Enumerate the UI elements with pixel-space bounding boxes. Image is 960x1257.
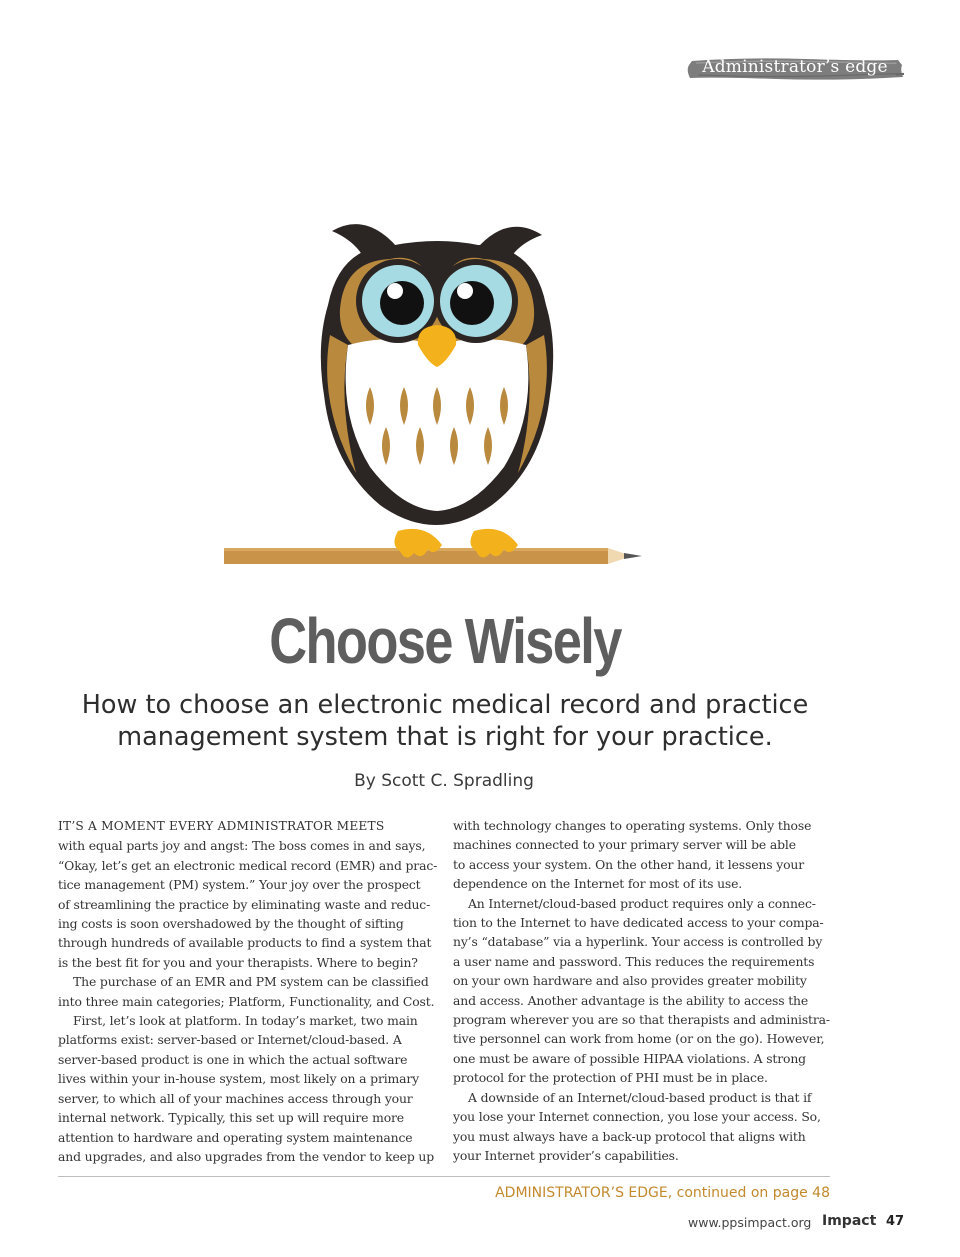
- body-line: First, let’s look at platform. In today’s market, two main: [73, 1013, 418, 1029]
- body-line: The purchase of an EMR and PM system can be classified: [73, 974, 429, 990]
- body-line: server-based product is one in which the actual software: [58, 1051, 408, 1067]
- subtitle-line: How to choose an electronic medical record and practice: [81, 690, 809, 720]
- body-line: you lose your Internet connection, you lose your access. So,: [453, 1109, 821, 1125]
- body-line: server, to which all of your machines access through your: [58, 1090, 413, 1106]
- body-line: tion to the Internet to have dedicated access to your compa-: [453, 915, 824, 931]
- byline: By Scott C. Spradling: [354, 771, 534, 791]
- body-line: you must always have a back-up protocol that aligns with: [453, 1128, 806, 1144]
- footer-rule: [58, 1176, 830, 1177]
- body-line: An Internet/cloud-based product requires only a connec-: [468, 895, 816, 911]
- section-tag: [686, 56, 904, 82]
- footer-url[interactable]: www.ppsimpact.org: [688, 1215, 812, 1230]
- lead-caps: IT’S A MOMENT EVERY ADMINISTRATOR MEETS: [58, 819, 385, 833]
- body-line: with technology changes to operating systems. Only those: [453, 818, 812, 833]
- subtitle-line: management system that is right for your practice.: [117, 722, 773, 752]
- right-column: [453, 816, 833, 1165]
- body-line: a user name and password. This reduces the requirements: [453, 953, 815, 969]
- owl-illustration: [220, 205, 650, 575]
- body-line: of streamlining the practice by eliminating waste and reduc-: [58, 896, 431, 912]
- body-line: internal network. Typically, this set up will require more: [58, 1110, 404, 1126]
- body-line: is the best fit for you and your therapists. Where to begin?: [58, 954, 418, 970]
- body-line: and upgrades, and also upgrades from the vendor to keep up: [58, 1148, 435, 1164]
- page-number: 47: [886, 1214, 905, 1229]
- body-line: your Internet provider’s capabilities.: [453, 1147, 679, 1163]
- continued-link[interactable]: ADMINISTRATOR’S EDGE, continued on page 48: [495, 1185, 830, 1201]
- left-column: [58, 816, 438, 1166]
- body-line: attention to hardware and operating system maintenance: [58, 1129, 413, 1145]
- body-line: A downside of an Internet/cloud-based product is that if: [468, 1089, 812, 1105]
- body-line: lives within your in-house system, most likely on a primary: [58, 1071, 419, 1087]
- body-line: dependence on the Internet for most of its use.: [453, 876, 743, 892]
- article-title: Choose Wisely: [269, 605, 621, 677]
- body-line: ing costs is soon overshadowed by the thought of sifting: [58, 916, 404, 932]
- body-line: program wherever you are so that therapists and administra-: [453, 1012, 830, 1028]
- body-line: protocol for the protection of PHI must be in place.: [453, 1070, 768, 1086]
- body-line: “Okay, let’s get an electronic medical record (EMR) and prac-: [58, 857, 438, 873]
- section-label: Administrator’s edge: [702, 57, 888, 77]
- body-line: into three main categories; Platform, Functionality, and Cost.: [58, 993, 435, 1009]
- body-line: with equal parts joy and angst: The boss comes in and says,: [58, 838, 426, 854]
- body-line: machines connected to your primary server will be able: [453, 837, 796, 853]
- article-subtitle: [0, 689, 890, 753]
- body-line: on your own hardware and also provides greater mobility: [453, 973, 807, 989]
- body-line: to access your system. On the other hand, it lessens your: [453, 856, 804, 872]
- body-line: and access. Another advantage is the ability to access the: [453, 992, 809, 1008]
- body-line: platforms exist: server-based or Internet/cloud-based. A: [58, 1032, 402, 1048]
- body-line: one must be aware of possible HIPAA violations. A strong: [453, 1050, 806, 1066]
- body-line: tive personnel can work from home (or on the go). However,: [453, 1031, 825, 1047]
- magazine-name: Impact: [822, 1213, 877, 1229]
- body-line: through hundreds of available products to find a system that: [58, 935, 432, 951]
- body-line: tice management (PM) system.” Your joy over the prospect: [58, 877, 421, 893]
- body-line: ny’s “database” via a hyperlink. Your access is controlled by: [453, 934, 823, 950]
